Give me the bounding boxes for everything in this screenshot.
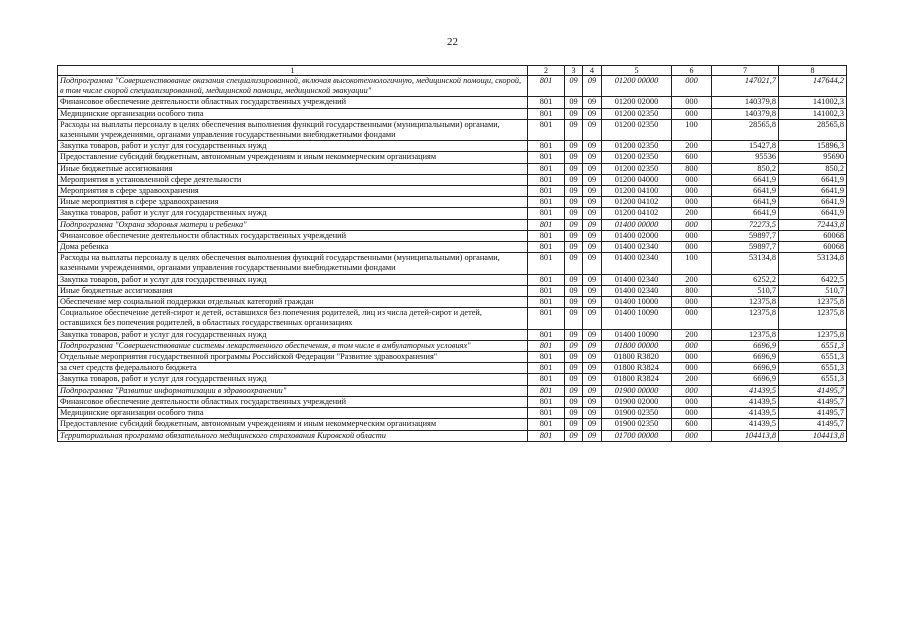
row-name-cell: Подпрограмма "Охрана здоровья матери и ребенка": [58, 219, 528, 230]
row-expense-type-cell: 000: [672, 174, 712, 185]
row-expense-type-cell: 000: [672, 396, 712, 407]
row-target-article-cell: 01400 00000: [602, 219, 672, 230]
row-ministry-code-cell: 801: [528, 385, 565, 396]
row-expense-type-cell: 000: [672, 97, 712, 108]
row-section-cell: 09: [565, 274, 583, 285]
row-name-cell: Иные мероприятия в сфере здравоохранения: [58, 197, 528, 208]
table-row: [58, 197, 847, 208]
table-row: [58, 119, 847, 140]
row-expense-type-cell: 000: [672, 219, 712, 230]
table-row: [58, 385, 847, 396]
row-amount-year2-cell: 15896,3: [779, 141, 847, 152]
row-target-article-cell: 01900 00000: [602, 385, 672, 396]
column-header: 3: [565, 66, 583, 76]
row-amount-year1-cell: 53134,8: [712, 253, 779, 274]
row-name-cell: Обеспечение мер социальной поддержки отдельных категорий граждан: [58, 297, 528, 308]
row-section-cell: 09: [565, 197, 583, 208]
row-amount-year2-cell: 6641,9: [779, 208, 847, 219]
row-amount-year1-cell: 41439,5: [712, 385, 779, 396]
row-amount-year2-cell: 6422,5: [779, 274, 847, 285]
row-ministry-code-cell: 801: [528, 119, 565, 140]
row-amount-year2-cell: 6551,3: [779, 363, 847, 374]
row-ministry-code-cell: 801: [528, 430, 565, 441]
row-section-cell: 09: [565, 141, 583, 152]
row-target-article-cell: 01900 02000: [602, 396, 672, 407]
row-target-article-cell: 01200 04100: [602, 186, 672, 197]
row-expense-type-cell: 100: [672, 119, 712, 140]
row-name-cell: Предоставление субсидий бюджетным, автономным учреждениям и иным некоммерческим организациям: [58, 152, 528, 163]
row-amount-year2-cell: 104413,8: [779, 430, 847, 441]
row-target-article-cell: 01400 02340: [602, 242, 672, 253]
row-ministry-code-cell: 801: [528, 419, 565, 430]
row-name-cell: Медицинские организации особого типа: [58, 108, 528, 119]
row-section-cell: 09: [565, 152, 583, 163]
row-subsection-cell: 09: [583, 152, 602, 163]
row-subsection-cell: 09: [583, 219, 602, 230]
row-amount-year2-cell: 60068: [779, 230, 847, 241]
row-amount-year1-cell: 147021,7: [712, 76, 779, 97]
row-expense-type-cell: 000: [672, 76, 712, 97]
row-name-cell: Расходы на выплаты персоналу в целях обеспечения выполнения функций государственными (муниципальными) органами, казенными учреждениями, органами управления государственными внебюджетными фондами: [58, 253, 528, 274]
row-target-article-cell: 01200 02350: [602, 108, 672, 119]
row-name-cell: Иные бюджетные ассигнования: [58, 163, 528, 174]
budget-table: [57, 65, 847, 442]
row-target-article-cell: 01400 10090: [602, 308, 672, 329]
row-amount-year2-cell: 6551,3: [779, 374, 847, 385]
row-ministry-code-cell: 801: [528, 408, 565, 419]
row-expense-type-cell: 200: [672, 274, 712, 285]
row-amount-year1-cell: 140379,8: [712, 108, 779, 119]
row-expense-type-cell: 000: [672, 197, 712, 208]
row-subsection-cell: 09: [583, 76, 602, 97]
row-subsection-cell: 09: [583, 297, 602, 308]
row-target-article-cell: 01200 04102: [602, 208, 672, 219]
table-row: [58, 242, 847, 253]
row-subsection-cell: 09: [583, 141, 602, 152]
row-amount-year1-cell: 12375,8: [712, 297, 779, 308]
table-row: [58, 186, 847, 197]
row-section-cell: 09: [565, 119, 583, 140]
column-header: 2: [528, 66, 565, 76]
row-name-cell: Подпрограмма "Развитие информатизации в здравоохранении": [58, 385, 528, 396]
table-row: [58, 329, 847, 340]
row-subsection-cell: 09: [583, 97, 602, 108]
table-row: [58, 141, 847, 152]
row-name-cell: Территориальная программа обязательного медицинского страхования Кировской области: [58, 430, 528, 441]
row-expense-type-cell: 000: [672, 230, 712, 241]
row-amount-year2-cell: 12375,8: [779, 297, 847, 308]
row-ministry-code-cell: 801: [528, 374, 565, 385]
row-expense-type-cell: 600: [672, 152, 712, 163]
row-subsection-cell: 09: [583, 163, 602, 174]
row-ministry-code-cell: 801: [528, 76, 565, 97]
table-row: [58, 253, 847, 274]
row-amount-year2-cell: 6551,3: [779, 352, 847, 363]
row-ministry-code-cell: 801: [528, 396, 565, 407]
row-name-cell: Дома ребенка: [58, 242, 528, 253]
column-header: 5: [602, 66, 672, 76]
row-amount-year1-cell: 72273,5: [712, 219, 779, 230]
table-row: [58, 230, 847, 241]
row-expense-type-cell: 000: [672, 108, 712, 119]
row-ministry-code-cell: 801: [528, 141, 565, 152]
row-subsection-cell: 09: [583, 374, 602, 385]
row-target-article-cell: 01800 00000: [602, 340, 672, 351]
table-row: [58, 297, 847, 308]
row-amount-year1-cell: 6696,9: [712, 374, 779, 385]
row-name-cell: Финансовое обеспечение деятельности областных государственных учреждений: [58, 97, 528, 108]
row-section-cell: 09: [565, 242, 583, 253]
row-amount-year2-cell: 41495,7: [779, 408, 847, 419]
row-amount-year1-cell: 59897,7: [712, 230, 779, 241]
row-name-cell: Закупка товаров, работ и услуг для государственных нужд: [58, 141, 528, 152]
column-header: 1: [58, 66, 528, 76]
row-target-article-cell: 01200 02350: [602, 119, 672, 140]
row-amount-year1-cell: 41439,5: [712, 396, 779, 407]
row-subsection-cell: 09: [583, 430, 602, 441]
row-amount-year1-cell: 6641,9: [712, 197, 779, 208]
row-target-article-cell: 01400 02000: [602, 230, 672, 241]
row-target-article-cell: 01700 00000: [602, 430, 672, 441]
row-ministry-code-cell: 801: [528, 253, 565, 274]
column-header: 8: [779, 66, 847, 76]
column-header: 4: [583, 66, 602, 76]
row-amount-year1-cell: 28565,8: [712, 119, 779, 140]
row-amount-year2-cell: 510,7: [779, 285, 847, 296]
row-ministry-code-cell: 801: [528, 230, 565, 241]
row-amount-year1-cell: 104413,8: [712, 430, 779, 441]
row-name-cell: Закупка товаров, работ и услуг для государственных нужд: [58, 374, 528, 385]
row-ministry-code-cell: 801: [528, 340, 565, 351]
row-expense-type-cell: 000: [672, 186, 712, 197]
table-row: [58, 285, 847, 296]
row-expense-type-cell: 200: [672, 329, 712, 340]
row-section-cell: 09: [565, 76, 583, 97]
row-ministry-code-cell: 801: [528, 186, 565, 197]
row-ministry-code-cell: 801: [528, 97, 565, 108]
table-row: [58, 430, 847, 441]
row-name-cell: Иные бюджетные ассигнования: [58, 285, 528, 296]
row-section-cell: 09: [565, 396, 583, 407]
row-section-cell: 09: [565, 285, 583, 296]
row-section-cell: 09: [565, 97, 583, 108]
row-section-cell: 09: [565, 430, 583, 441]
row-expense-type-cell: 000: [672, 308, 712, 329]
row-amount-year2-cell: 6641,9: [779, 197, 847, 208]
row-section-cell: 09: [565, 174, 583, 185]
row-target-article-cell: 01200 02350: [602, 141, 672, 152]
row-section-cell: 09: [565, 352, 583, 363]
row-amount-year2-cell: 12375,8: [779, 308, 847, 329]
row-amount-year1-cell: 6641,9: [712, 208, 779, 219]
row-target-article-cell: 01200 04102: [602, 197, 672, 208]
row-ministry-code-cell: 801: [528, 197, 565, 208]
row-subsection-cell: 09: [583, 419, 602, 430]
row-ministry-code-cell: 801: [528, 242, 565, 253]
table-row: [58, 97, 847, 108]
row-expense-type-cell: 200: [672, 374, 712, 385]
row-section-cell: 09: [565, 297, 583, 308]
row-name-cell: Подпрограмма "Совершенствование системы лекарственного обеспечения, в том числе в амбулаторных условиях": [58, 340, 528, 351]
page-number: 22: [447, 36, 458, 48]
row-target-article-cell: 01900 02350: [602, 408, 672, 419]
row-subsection-cell: 09: [583, 340, 602, 351]
row-amount-year1-cell: 12375,8: [712, 308, 779, 329]
row-expense-type-cell: 200: [672, 141, 712, 152]
row-name-cell: Закупка товаров, работ и услуг для государственных нужд: [58, 329, 528, 340]
row-amount-year2-cell: 53134,8: [779, 253, 847, 274]
row-target-article-cell: 01800 R3820: [602, 352, 672, 363]
row-subsection-cell: 09: [583, 230, 602, 241]
row-ministry-code-cell: 801: [528, 308, 565, 329]
row-subsection-cell: 09: [583, 197, 602, 208]
table-row: [58, 396, 847, 407]
row-ministry-code-cell: 801: [528, 352, 565, 363]
row-name-cell: Предоставление субсидий бюджетным, автономным учреждениям и иным некоммерческим организациям: [58, 419, 528, 430]
row-ministry-code-cell: 801: [528, 208, 565, 219]
table-header-row: [58, 66, 847, 76]
row-name-cell: Медицинские организации особого типа: [58, 408, 528, 419]
row-section-cell: 09: [565, 374, 583, 385]
row-section-cell: 09: [565, 329, 583, 340]
row-amount-year2-cell: 41495,7: [779, 419, 847, 430]
row-target-article-cell: 01400 02340: [602, 253, 672, 274]
row-amount-year2-cell: 28565,8: [779, 119, 847, 140]
row-name-cell: Мероприятия в установленной сфере деятельности: [58, 174, 528, 185]
row-amount-year2-cell: 72443,8: [779, 219, 847, 230]
row-target-article-cell: 01400 02340: [602, 285, 672, 296]
table-row: [58, 76, 847, 97]
row-subsection-cell: 09: [583, 108, 602, 119]
row-ministry-code-cell: 801: [528, 297, 565, 308]
table-row: [58, 174, 847, 185]
row-amount-year2-cell: 95690: [779, 152, 847, 163]
row-amount-year1-cell: 6252,2: [712, 274, 779, 285]
row-name-cell: Расходы на выплаты персоналу в целях обеспечения выполнения функций государственными (муниципальными) органами, казенными учреждениями, органами управления государственными внебюджетными фондами: [58, 119, 528, 140]
row-name-cell: Финансовое обеспечение деятельности областных государственных учреждений: [58, 230, 528, 241]
row-amount-year1-cell: 510,7: [712, 285, 779, 296]
row-target-article-cell: 01200 02000: [602, 97, 672, 108]
row-amount-year1-cell: 12375,8: [712, 329, 779, 340]
row-expense-type-cell: 000: [672, 340, 712, 351]
row-section-cell: 09: [565, 163, 583, 174]
row-subsection-cell: 09: [583, 363, 602, 374]
row-target-article-cell: 01800 R3824: [602, 374, 672, 385]
table-row: [58, 308, 847, 329]
table-row: [58, 374, 847, 385]
row-target-article-cell: 01200 02350: [602, 152, 672, 163]
table-row: [58, 363, 847, 374]
row-expense-type-cell: 000: [672, 352, 712, 363]
row-section-cell: 09: [565, 253, 583, 274]
row-target-article-cell: 01400 10090: [602, 329, 672, 340]
row-amount-year2-cell: 12375,8: [779, 329, 847, 340]
row-expense-type-cell: 200: [672, 208, 712, 219]
row-section-cell: 09: [565, 340, 583, 351]
row-target-article-cell: 01200 02350: [602, 163, 672, 174]
row-ministry-code-cell: 801: [528, 152, 565, 163]
row-section-cell: 09: [565, 219, 583, 230]
row-amount-year2-cell: 141002,3: [779, 108, 847, 119]
row-subsection-cell: 09: [583, 329, 602, 340]
row-expense-type-cell: 000: [672, 430, 712, 441]
table-row: [58, 108, 847, 119]
row-section-cell: 09: [565, 208, 583, 219]
row-target-article-cell: 01400 10000: [602, 297, 672, 308]
row-target-article-cell: 01200 00000: [602, 76, 672, 97]
row-amount-year2-cell: 6641,9: [779, 174, 847, 185]
row-amount-year2-cell: 850,2: [779, 163, 847, 174]
row-ministry-code-cell: 801: [528, 329, 565, 340]
row-section-cell: 09: [565, 385, 583, 396]
table-row: [58, 340, 847, 351]
row-amount-year2-cell: 147644,2: [779, 76, 847, 97]
row-ministry-code-cell: 801: [528, 363, 565, 374]
table-row: [58, 152, 847, 163]
row-target-article-cell: 01400 02340: [602, 274, 672, 285]
row-amount-year1-cell: 59897,7: [712, 242, 779, 253]
row-subsection-cell: 09: [583, 208, 602, 219]
row-name-cell: Подпрограмма "Совершенствование оказания специализированной, включая высокотехнологичную, медицинской помощи, скорой, в том числе скорой специализированной, медицинской помощи, медицинской эвакуации": [58, 76, 528, 97]
row-amount-year1-cell: 6696,9: [712, 340, 779, 351]
row-amount-year1-cell: 850,2: [712, 163, 779, 174]
row-ministry-code-cell: 801: [528, 163, 565, 174]
row-expense-type-cell: 000: [672, 385, 712, 396]
row-expense-type-cell: 100: [672, 253, 712, 274]
row-amount-year1-cell: 6641,9: [712, 174, 779, 185]
row-amount-year2-cell: 41495,7: [779, 396, 847, 407]
row-subsection-cell: 09: [583, 242, 602, 253]
row-expense-type-cell: 000: [672, 408, 712, 419]
row-section-cell: 09: [565, 419, 583, 430]
row-subsection-cell: 09: [583, 308, 602, 329]
row-subsection-cell: 09: [583, 352, 602, 363]
row-amount-year2-cell: 6551,3: [779, 340, 847, 351]
column-header: 6: [672, 66, 712, 76]
row-expense-type-cell: 800: [672, 285, 712, 296]
row-section-cell: 09: [565, 108, 583, 119]
row-subsection-cell: 09: [583, 274, 602, 285]
table-body: [58, 76, 847, 442]
row-amount-year1-cell: 15427,8: [712, 141, 779, 152]
row-amount-year2-cell: 6641,9: [779, 186, 847, 197]
row-name-cell: Отдельные мероприятия государственной программы Российской Федерации "Развитие здравоохранения": [58, 352, 528, 363]
table-row: [58, 219, 847, 230]
row-amount-year1-cell: 41439,5: [712, 408, 779, 419]
row-name-cell: Финансовое обеспечение деятельности областных государственных учреждений: [58, 396, 528, 407]
row-amount-year1-cell: 95536: [712, 152, 779, 163]
table-row: [58, 208, 847, 219]
row-ministry-code-cell: 801: [528, 274, 565, 285]
row-target-article-cell: 01900 02350: [602, 419, 672, 430]
row-amount-year2-cell: 60068: [779, 242, 847, 253]
row-ministry-code-cell: 801: [528, 219, 565, 230]
row-name-cell: Закупка товаров, работ и услуг для государственных нужд: [58, 274, 528, 285]
row-target-article-cell: 01800 R3824: [602, 363, 672, 374]
row-amount-year2-cell: 41495,7: [779, 385, 847, 396]
row-subsection-cell: 09: [583, 385, 602, 396]
table-row: [58, 419, 847, 430]
row-name-cell: Закупка товаров, работ и услуг для государственных нужд: [58, 208, 528, 219]
row-ministry-code-cell: 801: [528, 285, 565, 296]
row-ministry-code-cell: 801: [528, 174, 565, 185]
row-section-cell: 09: [565, 230, 583, 241]
row-amount-year1-cell: 6696,9: [712, 352, 779, 363]
row-subsection-cell: 09: [583, 285, 602, 296]
row-amount-year1-cell: 41439,5: [712, 419, 779, 430]
row-ministry-code-cell: 801: [528, 108, 565, 119]
row-target-article-cell: 01200 04000: [602, 174, 672, 185]
table-row: [58, 408, 847, 419]
row-expense-type-cell: 800: [672, 163, 712, 174]
row-expense-type-cell: 600: [672, 419, 712, 430]
table-row: [58, 352, 847, 363]
row-subsection-cell: 09: [583, 253, 602, 274]
table-row: [58, 274, 847, 285]
row-amount-year1-cell: 140379,8: [712, 97, 779, 108]
table-row: [58, 163, 847, 174]
row-amount-year1-cell: 6641,9: [712, 186, 779, 197]
row-name-cell: за счет средств федерального бюджета: [58, 363, 528, 374]
row-subsection-cell: 09: [583, 408, 602, 419]
row-amount-year1-cell: 6696,9: [712, 363, 779, 374]
row-amount-year2-cell: 141002,3: [779, 97, 847, 108]
row-subsection-cell: 09: [583, 186, 602, 197]
row-section-cell: 09: [565, 308, 583, 329]
row-subsection-cell: 09: [583, 174, 602, 185]
row-section-cell: 09: [565, 186, 583, 197]
row-name-cell: Мероприятия в сфере здравоохранения: [58, 186, 528, 197]
row-subsection-cell: 09: [583, 119, 602, 140]
row-expense-type-cell: 000: [672, 297, 712, 308]
row-section-cell: 09: [565, 408, 583, 419]
row-expense-type-cell: 000: [672, 363, 712, 374]
row-expense-type-cell: 000: [672, 242, 712, 253]
column-header: 7: [712, 66, 779, 76]
row-name-cell: Социальное обеспечение детей-сирот и детей, оставшихся без попечения родителей, лиц из числа детей-сирот и детей, оставшихся без попечения родителей, в областных государственных организациях: [58, 308, 528, 329]
row-subsection-cell: 09: [583, 396, 602, 407]
row-section-cell: 09: [565, 363, 583, 374]
